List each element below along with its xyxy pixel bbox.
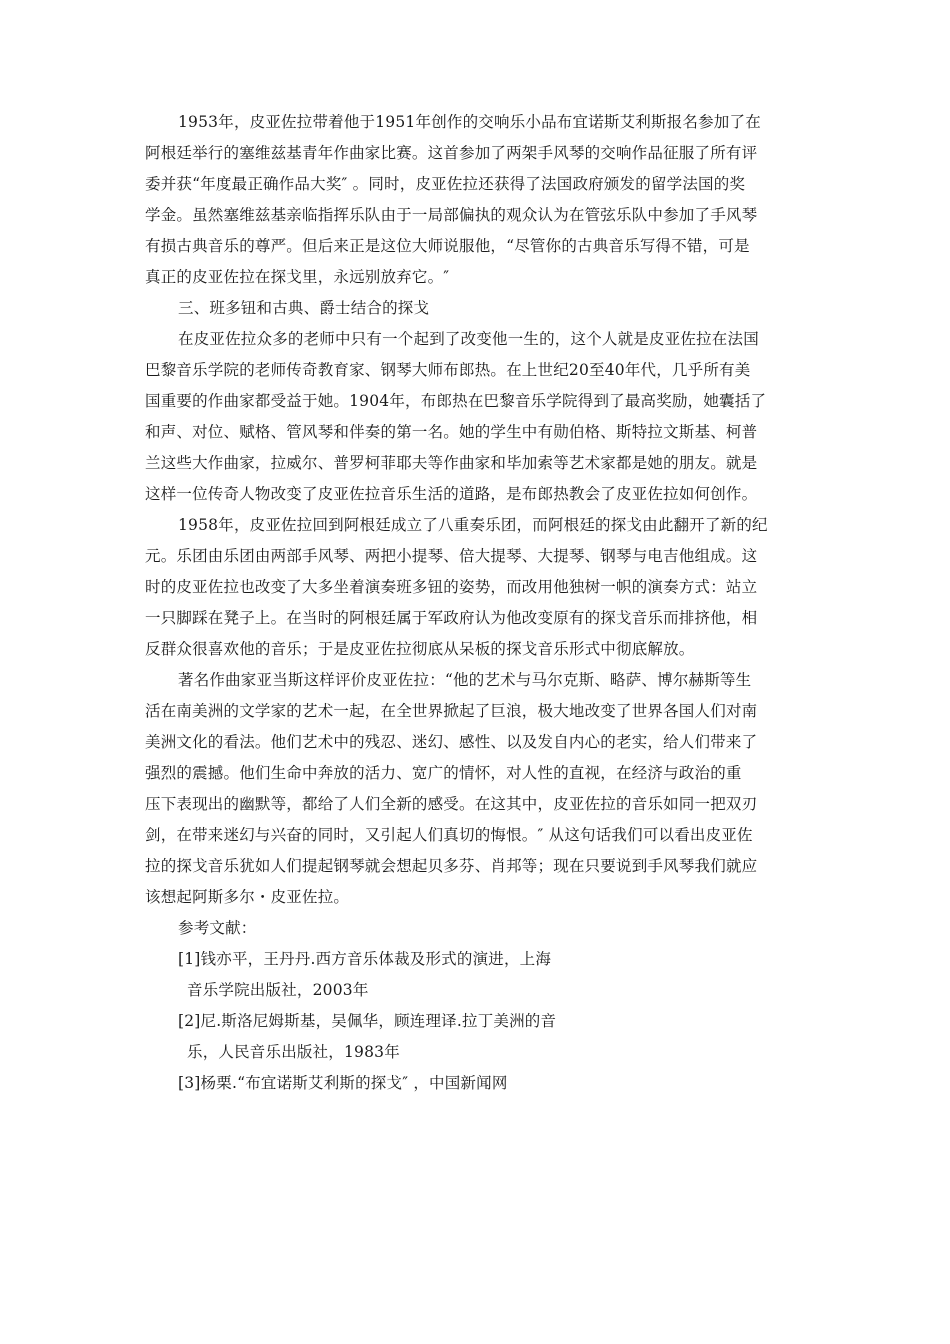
reference-1-line-2: 音乐学院出版社，2003年 <box>187 981 369 999</box>
section-heading: 三、班多钮和古典、爵士结合的探戈 <box>178 299 430 317</box>
paragraph-4-line-8: 该想起阿斯多尔・皮亚佐拉。 <box>145 888 350 906</box>
reference-2-line-1: [2]尼.斯洛尼姆斯基，吴佩华，顾连理译.拉丁美洲的音 <box>178 1012 557 1030</box>
paragraph-4-line-5: 压下表现出的幽默等，都给了人们全新的感受。在这其中，皮亚佐拉的音乐如同一把双刃 <box>145 795 758 813</box>
paragraph-2-line-6: 这样一位传奇人物改变了皮亚佐拉音乐生活的道路，是布郎热教会了皮亚佐拉如何创作。 <box>145 485 758 503</box>
reference-3-line-1: [3]杨栗.“布宜诺斯艾利斯的探戈″ ，中国新闻网 <box>178 1074 508 1092</box>
paragraph-3-line-4: 一只脚踩在凳子上。在当时的阿根廷属于军政府认为他改变原有的探戈音乐而排挤他，相 <box>145 609 758 627</box>
paragraph-4-line-6: 剑，在带来迷幻与兴奋的同时，又引起人们真切的悔恨。″ 从这句话我们可以看出皮亚佐 <box>145 826 753 844</box>
paragraph-4-line-1: 著名作曲家亚当斯这样评价皮亚佐拉：“他的艺术与马尔克斯、略萨、博尔赫斯等生 <box>178 671 752 689</box>
paragraph-1-line-5: 有损古典音乐的尊严。但后来正是这位大师说服他，“尽管你的古典音乐写得不错，可是 <box>145 237 750 255</box>
reference-2-line-2: 乐，人民音乐出版社，1983年 <box>187 1043 400 1061</box>
paragraph-4-line-3: 美洲文化的看法。他们艺术中的残忍、迷幻、感性、以及发自内心的老实，给人们带来了 <box>145 733 758 751</box>
paragraph-4-line-2: 活在南美洲的文学家的艺术一起，在全世界掀起了巨浪，极大地改变了世界各国人们对南 <box>145 702 758 720</box>
references-heading: 参考文献： <box>178 919 257 937</box>
reference-1-line-1: [1]钱亦平，王丹丹.西方音乐体裁及形式的演进，上海 <box>178 950 552 968</box>
paragraph-3-line-3: 时的皮亚佐拉也改变了大多坐着演奏班多钮的姿势，而改用他独树一帜的演奏方式：站立 <box>145 578 758 596</box>
paragraph-1-line-3: 委并获“年度最正确作品大奖″ 。同时，皮亚佐拉还获得了法国政府颁发的留学法国的奖 <box>145 175 746 193</box>
paragraph-3-line-2: 元。乐团由乐团由两部手风琴、两把小提琴、倍大提琴、大提琴、钢琴与电吉他组成。这 <box>145 547 758 565</box>
paragraph-3-line-1: 1958年，皮亚佐拉回到阿根廷成立了八重奏乐团，而阿根廷的探戈由此翻开了新的纪 <box>178 516 768 534</box>
paragraph-3-line-5: 反群众很喜欢他的音乐；于是皮亚佐拉彻底从呆板的探戈音乐形式中彻底解放。 <box>145 640 695 658</box>
paragraph-4-line-7: 拉的探戈音乐犹如人们提起钢琴就会想起贝多芬、肖邦等；现在只要说到手风琴我们就应 <box>145 857 758 875</box>
paragraph-2-line-2: 巴黎音乐学院的老师传奇教育家、钢琴大师布郎热。在上世纪20至40年代，几乎所有美 <box>145 361 751 379</box>
paragraph-1-line-6: 真正的皮亚佐拉在探戈里，永远别放弃它。″ <box>145 268 450 286</box>
paragraph-2-line-3: 国重要的作曲家都受益于她。1904年，布郎热在巴黎音乐学院得到了最高奖励，她囊括了 <box>145 392 767 410</box>
paragraph-1-line-4: 学金。虽然塞维兹基亲临指挥乐队由于一局部偏执的观众认为在管弦乐队中参加了手风琴 <box>145 206 758 224</box>
paragraph-4-line-4: 强烈的震撼。他们生命中奔放的活力、宽广的情怀，对人性的直视，在经济与政治的重 <box>145 764 742 782</box>
paragraph-2-line-4: 和声、对位、赋格、管风琴和伴奏的第一名。她的学生中有勋伯格、斯特拉文斯基、柯普 <box>145 423 758 441</box>
paragraph-1-line-2: 阿根廷举行的塞维兹基青年作曲家比赛。这首参加了两架手风琴的交响作品征服了所有评 <box>145 144 758 162</box>
paragraph-1-line-1: 1953年，皮亚佐拉带着他于1951年创作的交响乐小品布宜诺斯艾利斯报名参加了在 <box>178 113 761 131</box>
paragraph-2-line-1: 在皮亚佐拉众多的老师中只有一个起到了改变他一生的，这个人就是皮亚佐拉在法国 <box>178 330 759 348</box>
paragraph-2-line-5: 兰这些大作曲家，拉威尔、普罗柯菲耶夫等作曲家和毕加索等艺术家都是她的朋友。就是 <box>145 454 758 472</box>
